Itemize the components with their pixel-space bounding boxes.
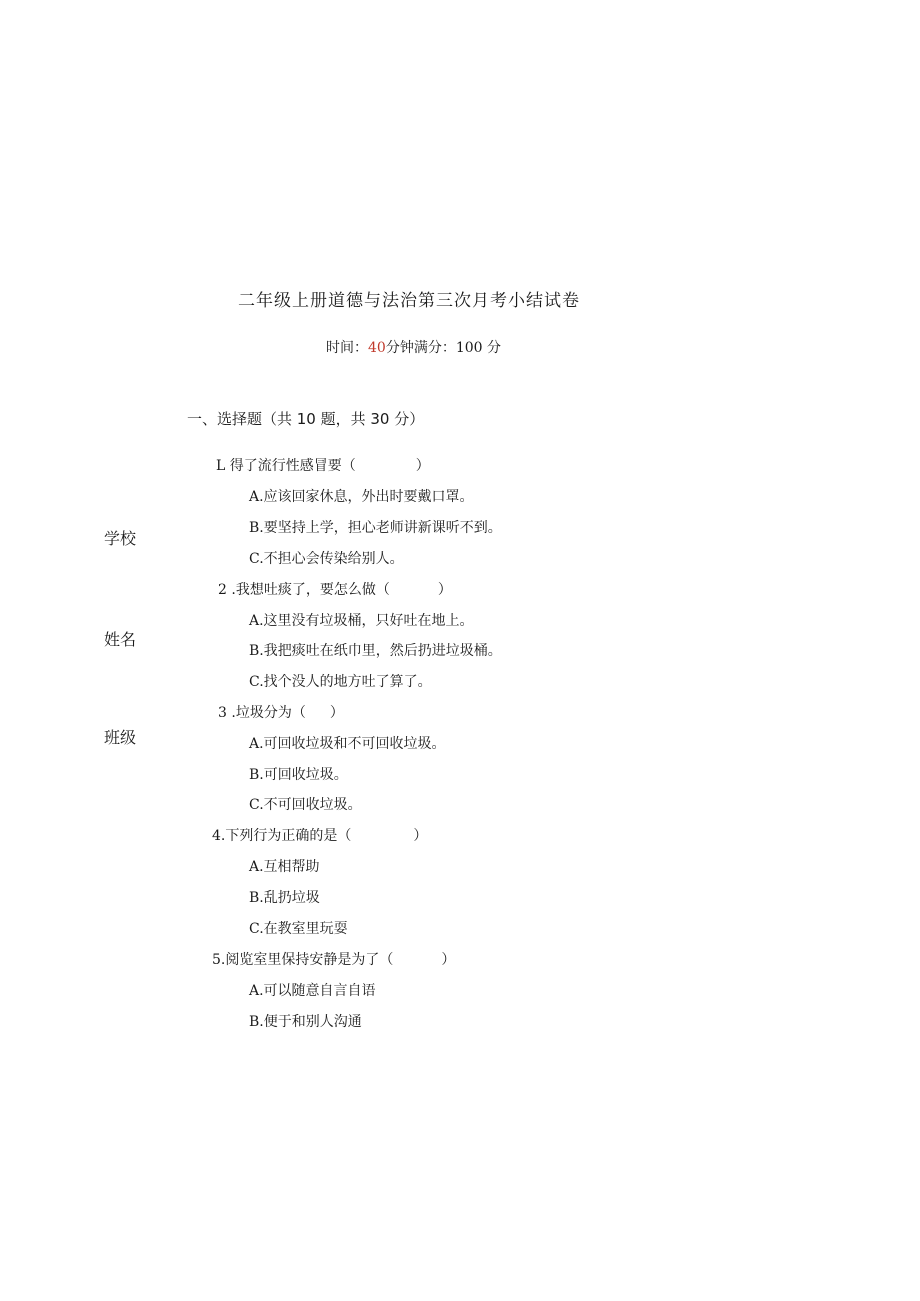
time-label: 时间： bbox=[326, 340, 368, 356]
question-text: .我想吐痰了，要怎么做（ bbox=[231, 582, 390, 598]
question-2 bbox=[218, 579, 452, 599]
question-text: .垃圾分为（ bbox=[231, 705, 306, 721]
option-2c: C.找个没人的地方吐了算了。 bbox=[249, 674, 432, 690]
question-text: 下列行为正确的是（ bbox=[225, 828, 352, 844]
question-3 bbox=[218, 702, 344, 722]
option-2b: B.我把痰吐在纸巾里，然后扔进垃圾桶。 bbox=[249, 643, 502, 659]
question-close: ） bbox=[437, 582, 452, 598]
option-4a: A.互相帮助 bbox=[249, 859, 320, 875]
question-close: ） bbox=[413, 828, 428, 844]
exam-title: 二年级上册道德与法治第三次月考小结试卷 bbox=[238, 291, 580, 311]
option-5b: B.便于和别人沟通 bbox=[249, 1014, 362, 1030]
question-1 bbox=[216, 455, 430, 475]
side-label-name: 姓名 bbox=[104, 630, 137, 649]
option-2a: A.这里没有垃圾桶，只好吐在地上。 bbox=[249, 613, 474, 629]
question-5 bbox=[212, 949, 455, 969]
question-text: 阅览室里保持安静是为了（ bbox=[225, 952, 394, 968]
option-1b: B.要坚持上学，担心老师讲新课听不到。 bbox=[249, 520, 502, 536]
option-5a: A.可以随意自言自语 bbox=[249, 983, 376, 999]
question-number: 5. bbox=[212, 952, 226, 968]
option-4c: C.在教室里玩耍 bbox=[249, 921, 348, 937]
question-4 bbox=[212, 825, 427, 845]
option-3c: C.不可回收垃圾。 bbox=[249, 797, 362, 813]
question-close: ） bbox=[441, 952, 456, 968]
side-label-school: 学校 bbox=[104, 529, 137, 548]
time-unit: 分钟满分：100 分 bbox=[385, 340, 501, 356]
option-1a: A.应该回家休息，外出时要戴口罩。 bbox=[249, 489, 474, 505]
question-close: ） bbox=[415, 458, 430, 474]
question-number: 2 bbox=[218, 582, 227, 598]
option-3b: B.可回收垃圾。 bbox=[249, 767, 348, 783]
time-value: 40 bbox=[368, 340, 386, 356]
question-number: L bbox=[216, 458, 226, 474]
option-1c: C.不担心会传染给别人。 bbox=[249, 551, 404, 567]
section-heading: 一、选择题（共 10 题，共 30 分） bbox=[187, 410, 425, 428]
question-number: 3 bbox=[218, 705, 227, 721]
question-text: 得了流行性感冒要（ bbox=[229, 458, 356, 474]
exam-meta bbox=[326, 337, 501, 357]
side-label-class: 班级 bbox=[104, 728, 137, 747]
option-4b: B.乱扔垃圾 bbox=[249, 890, 320, 906]
question-number: 4. bbox=[212, 828, 226, 844]
option-3a: A.可回收垃圾和不可回收垃圾。 bbox=[249, 736, 446, 752]
question-close: ） bbox=[329, 705, 344, 721]
